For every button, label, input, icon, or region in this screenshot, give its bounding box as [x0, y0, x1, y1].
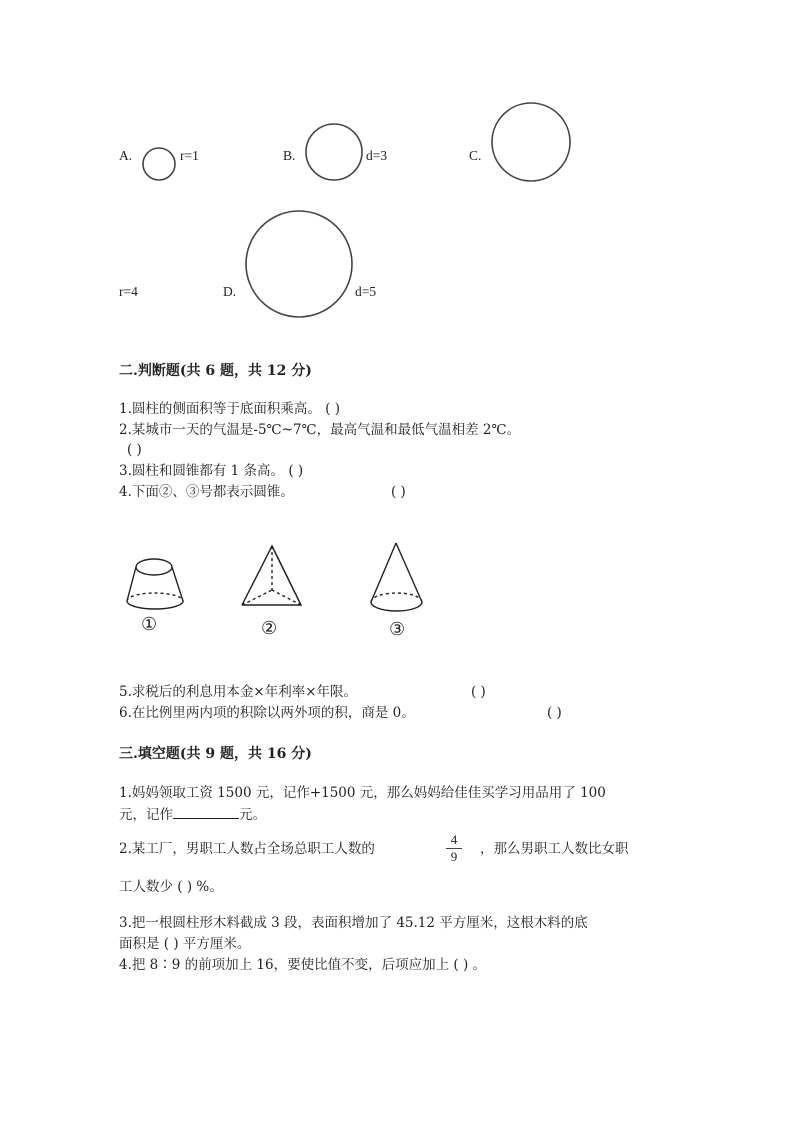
shape-label-3: ③	[389, 619, 406, 640]
judge-q2-line2: ( )	[127, 442, 142, 458]
option-b-value: d=3	[366, 148, 388, 163]
judge-q4-answer-paren: ( )	[391, 484, 406, 500]
judge-q3: 3.圆柱和圆锥都有 1 条高。 ( )	[119, 463, 304, 479]
fill-q1-text-b: 元。	[239, 807, 266, 823]
fill-q1-line1: 1.妈妈领取工资 1500 元，记作+1500 元，那么妈妈给佳佳买学习用品用了 100	[119, 785, 606, 801]
option-d-value: d=5	[355, 284, 377, 299]
judge-q2-line1: 2.某城市一天的气温是-5℃~7℃，最高气温和最低气温相差 2℃。	[119, 422, 521, 438]
cone-shape	[0, 0, 1, 1]
judge-q4: 4.下面②、③号都表示圆锥。	[119, 484, 294, 500]
option-d-label: D.	[223, 284, 237, 299]
fill-q1-answer-blank[interactable]	[173, 805, 239, 819]
fill-q1-line2	[119, 805, 266, 824]
judge-q1: 1.圆柱的侧面积等于底面积乘高。 ( )	[119, 401, 340, 417]
option-a-label: A.	[119, 148, 133, 163]
fraction-numerator: 4	[446, 832, 462, 849]
fill-q2-fraction	[446, 832, 462, 865]
option-a-value: r=1	[180, 148, 199, 163]
fill-q4: 4.把 8∶9 的前项加上 16，要使比值不变，后项应加上 ( ) 。	[119, 957, 487, 973]
option-b-label: B.	[283, 148, 296, 163]
shape-label-2: ②	[261, 618, 278, 639]
judge-q5: 5.求税后的利息用本金×年利率×年限。	[119, 684, 358, 700]
fraction-denominator: 9	[450, 849, 458, 864]
fill-q3-line1: 3.把一根圆柱形木料截成 3 段，表面积增加了 45.12 平方厘米，这根木料的底	[119, 915, 588, 931]
section2-heading: 二.判断题(共 6 题，共 12 分)	[119, 363, 312, 379]
judge-q6-answer-paren: ( )	[547, 705, 562, 721]
fill-q2-text-b: ，那么男职工人数比女职	[480, 841, 629, 857]
fill-q2-line2: 工人数少 ( ) %。	[119, 879, 223, 895]
fill-q3-line2: 面积是 ( ) 平方厘米。	[119, 936, 251, 952]
option-c-label: C.	[469, 148, 482, 163]
judge-q5-answer-paren: ( )	[471, 684, 486, 700]
fill-q1-text-a: 元，记作	[119, 807, 173, 823]
option-c-value: r=4	[119, 284, 138, 299]
shape-label-1: ①	[141, 614, 158, 635]
section3-heading: 三.填空题(共 9 题，共 16 分)	[119, 746, 312, 762]
judge-q6: 6.在比例里两内项的积除以两外项的积，商是 0。	[119, 705, 415, 721]
fill-q2-text-a: 2.某工厂，男职工人数占全场总职工人数的	[119, 841, 375, 857]
